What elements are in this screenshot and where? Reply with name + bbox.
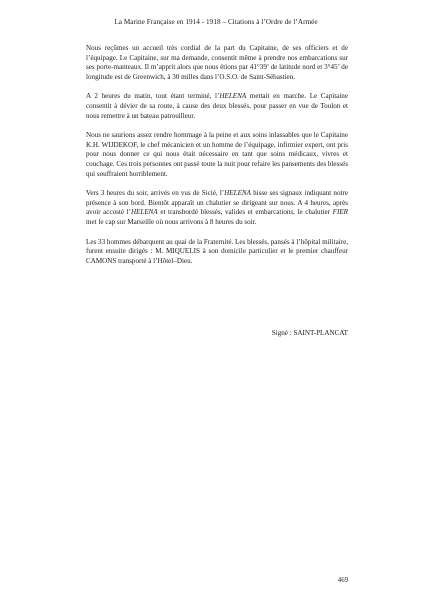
body-text (86, 44, 348, 276)
text-run: Vers 3 heures du soir, arrivés en vus de Sicié, l’ (86, 189, 225, 198)
ship-name: HELENA (219, 92, 247, 101)
paragraph (86, 44, 348, 82)
paragraph (86, 189, 348, 227)
text-run: Nous ne saurions assez rendre hommage à la peine et aux soins inlassables que le Capitaine K.H. WIJDEKOF, le chef mécanicien et un homme de l’équipage, infirmier expert, ont pris pour nous donner ce qui nous était nécessaire en tant que soins médicaux, vivres et couchage. Ces trois personnes ont passé toute la nuit pour refaire les pansements des blessés qui souffraient horriblement. (86, 131, 348, 178)
paragraph (86, 131, 348, 179)
ship-name: HELENA (224, 189, 251, 198)
ship-name: FIER (332, 208, 348, 217)
text-run: hisse ses signaux indiquant notre présence à son bord. Bientôt apparaît un chalutier se dirigeant sur nous. A 4 heures, après avoir accosté l’ (86, 189, 348, 217)
paragraph (86, 92, 348, 121)
ship-name: HELENA (130, 208, 158, 217)
text-run: Nous reçûmes un accueil très cordial de la part du Capitaine, de ses officiers et de l’équipage. Le Capitaine, sur ma demande, consentit même à prendre nos embarcations sur ses porte-manteaux. Il m’apprit alors que nous étions par 41°39’ de latitude nord et 3°45’ de longitude est de Greenwich, à 30 milles dans l’O.S.O. de Saint-Sébastien. (86, 44, 348, 81)
text-run: et transbordé blessés, valides et embarcations, le chalutier (157, 208, 333, 217)
page-number: 469 (337, 577, 348, 584)
text-run: mettait en marche. Le Capitaine consentit à dévier de sa route, à cause des deux blessés, pour passer en vue de Toulon et nous remettre à un bateau patrouilleur. (86, 92, 348, 120)
paragraph (86, 238, 348, 267)
signature: Signé : SAINT-PLANCAT (271, 329, 348, 337)
page-header: La Marine Française en 1914 - 1918 – Citations à l’Ordre de l’Armée (114, 18, 318, 26)
text-run: A 2 heures du matin, tout étant terminé, l’ (86, 92, 220, 101)
text-run: Les 33 hommes débarquent au quai de la Fraternité. Les blessés, pansés à l’hôpital militaire, furent ensuite dirigés : M. MIQUELIS à son domicile particulier et le premier chauffeur CAMONS transporté à l’Hôtel–Dieu. (86, 237, 348, 265)
text-run: met le cap sur Marseille où nous arrivons à 8 heures du soir. (86, 217, 257, 226)
